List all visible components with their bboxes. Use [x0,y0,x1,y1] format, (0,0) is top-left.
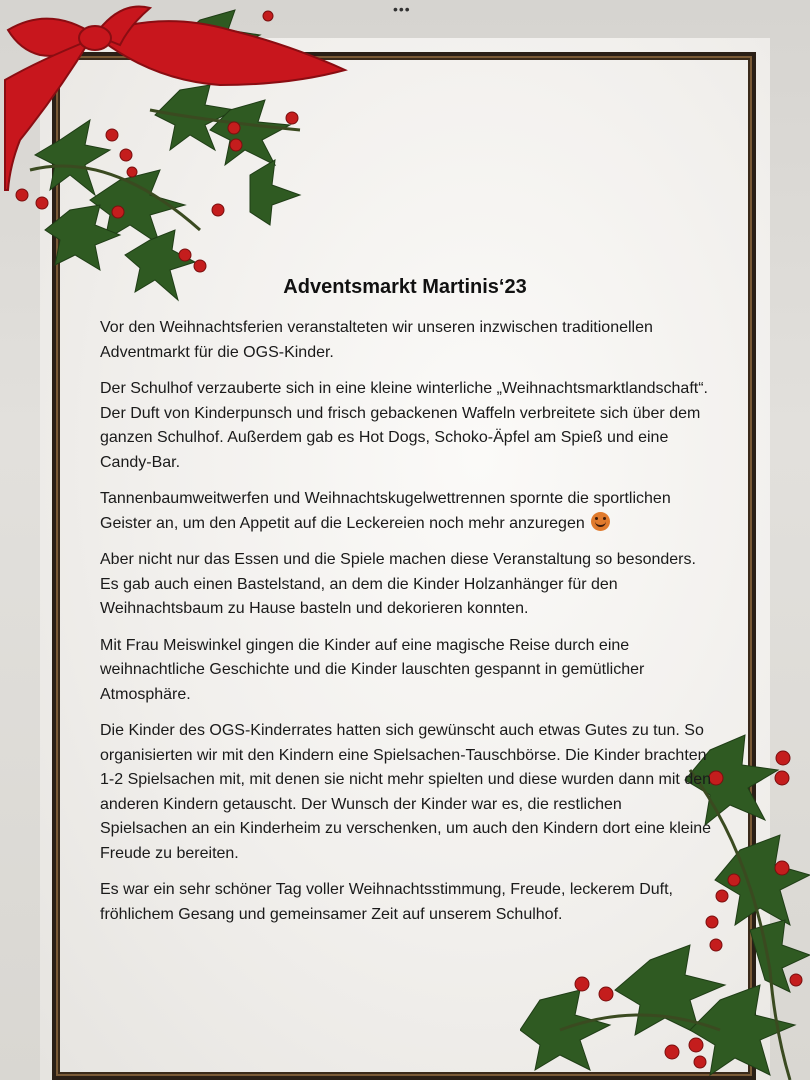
drag-handle[interactable]: ••• [393,1,411,17]
paragraph-story: Mit Frau Meiswinkel gingen die Kinder auf eine magische Reise durch eine weihnachtliche Geschichte und die Kinder lauschten gespannt in gemütlicher Atmosphäre. [100,636,645,703]
smiling-face-icon [591,512,610,531]
paragraph-games-text: Tannenbaumweitwerfen und Weihnachtskugelwettrennen spornte die sportlichen Geister an, um den Appetit auf die Leckereien noch mehr anzuregen [100,490,671,532]
document-title: Adventsmarkt Martinis‘23 [283,276,527,298]
paragraph-intro: Vor den Weihnachtsferien veranstalteten wir unseren inzwischen traditionellen Adventmarkt für die OGS-Kinder. [100,319,653,361]
paragraph-toy-exchange: Die Kinder des OGS-Kinderrates hatten sich gewünscht auch etwas Gutes zu tun. So organisierten wir mit den Kindern eine Spielsachen-Tauschbörse. Die Kinder brachten 1-2 Spielsachen mit, mit denen sie nicht mehr spielten und diese wurden dann mit den anderen Kindern getauscht. Der Wunsch der Kinder war es, die restlichen Spielsachen an ein Kinderheim zu verschenken, um auch den Kindern dort eine kleine Freude zu bereiten. [100,722,712,862]
document-body [100,316,712,939]
paragraph-closing: Es war ein sehr schöner Tag voller Weihnachtsstimmung, Freude, leckerem Duft, fröhlichem Gesang und gemeinsamer Zeit auf unserem Schulhof. [100,881,673,923]
paragraph-games [100,487,712,536]
paragraph-schoolyard: Der Schulhof verzauberte sich in eine kleine winterliche „Weihnachtsmarktlandschaft“. Der Duft von Kinderpunsch und frisch gebackenen Waffeln verbreitete sich über dem ganzen Schulhof. Außerdem gab es Hot Dogs, Schoko-Äpfel am Spieß und eine Candy-Bar. [100,380,708,471]
paragraph-craft: Aber nicht nur das Essen und die Spiele machen diese Veranstaltung so besonders. Es gab auch einen Bastelstand, an dem die Kinder Holzanhänger für den Weihnachtsbaum zu Hause basteln und dekorieren konnten. [100,551,696,617]
ribbon-holly-decoration [0,0,360,320]
